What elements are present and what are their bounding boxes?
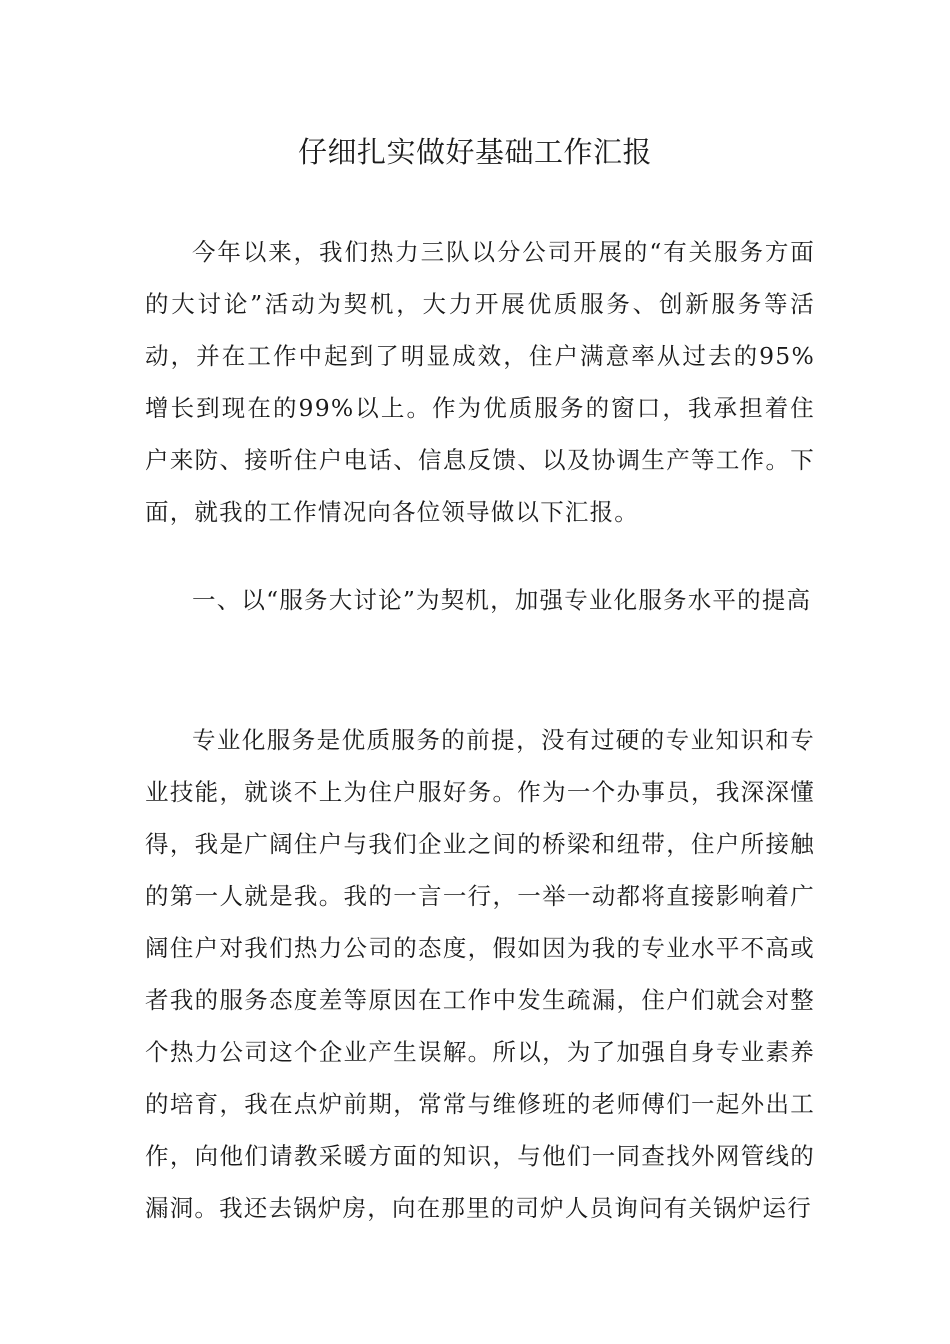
document-title: 仔细扎实做好基础工作汇报	[297, 135, 652, 169]
section-heading-1: 一、以“服务大讨论”为契机，加强专业化服务水平的提高	[192, 586, 812, 614]
paragraph-professional-service: 专业化服务是优质服务的前提，没有过硬的专业知识和专业技能，就谈不上为住户服好务。作为一个办事员，我深深懂得，我是广阔住户与我们企业之间的桥梁和纽带，住户所接触的第一人就是我。我的一言一行，一举一动都将直接影响着广阔住户对我们热力公司的态度，假如因为我的专业水平不高或者我的服务态度差等原因在工作中发生疏漏，住户们就会对整个热力公司这个企业产生误解。所以，为了加强自身专业素养的培育，我在点炉前期，常常与维修班的老师傅们一起外出工作，向他们请教采暖方面的知识，与他们一同查找外网管线的漏洞。我还去锅炉房，向在那里的司炉人员询问有关锅炉运行	[145, 726, 815, 1222]
paragraph-intro: 今年以来，我们热力三队以分公司开展的“有关服务方面的大讨论”活动为契机，大力开展优质服务、创新服务等活动，并在工作中起到了明显成效，住户满意率从过去的95%增长到现在的99%以上。作为优质服务的窗口，我承担着住户来防、接听住户电话、信息反馈、以及协调生产等工作。下面，就我的工作情况向各位领导做以下汇报。	[145, 238, 815, 526]
